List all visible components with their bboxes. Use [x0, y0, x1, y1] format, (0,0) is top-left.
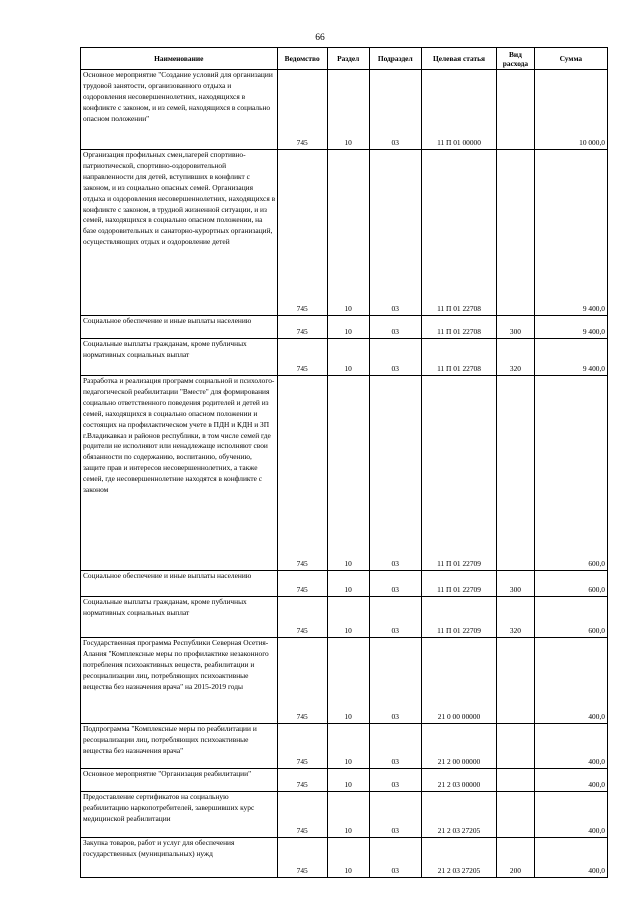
row-cel: 11 П 01 22708	[421, 339, 496, 376]
row-razdel: 10	[327, 769, 369, 792]
row-vid	[497, 150, 535, 316]
row-summa: 9 400,0	[534, 150, 607, 316]
row-vid: 300	[497, 316, 535, 339]
row-podrazdel: 03	[369, 376, 421, 571]
row-name: Предоставление сертификатов на социальную реабилитацию наркопотребителей, завершивших курс медицинской реабилитации	[81, 792, 278, 838]
row-summa: 400,0	[534, 769, 607, 792]
row-razdel: 10	[327, 376, 369, 571]
row-podrazdel: 03	[369, 769, 421, 792]
row-vid: 300	[497, 571, 535, 597]
row-cel: 11 П 01 22708	[421, 150, 496, 316]
row-razdel: 10	[327, 638, 369, 724]
row-summa: 400,0	[534, 638, 607, 724]
row-name: Разработка и реализация программ социальной и психолого-педагогической реабилитации "Вместе" для формирования социально ответственного поведения родителей и детей из семей, находящихся в социально опасном положении и состоящих на профилактическом учете в ПДН и КДН и ЗП г.Владикавказ и районов республики, в том числе семей где родители не исполняют или ненадлежаще исполняют свои обязанности по содержанию, воспитанию, обучению, защите прав и интересов несовершеннолетних, а также семей, где несовершеннолетние находятся в конфликте с законом	[81, 376, 278, 571]
header-cel: Целевая статья	[421, 48, 496, 70]
row-cel: 21 0 00 00000	[421, 638, 496, 724]
row-cel: 21 2 00 00000	[421, 724, 496, 769]
row-podrazdel: 03	[369, 316, 421, 339]
row-name: Организация профильных смен,лагерей спортивно-патриотической, спортивно-оздоровительной направленности для детей, вступивших в конфликт с законом, и из социально опасных семей. Организация отдыха и оздоровления несовершеннолетних, находящихся в конфликте с законом, в трудной жизненной ситуации, и из семей, находящихся в социально опасном положении, на базе оздоровительных и санаторно-курортных организаций, осуществляющих отдых и оздоровление детей	[81, 150, 278, 316]
row-cel: 11 П 01 00000	[421, 70, 496, 150]
row-name: Подпрограмма "Комплексные меры по реабилитации и ресоциализации лиц, потребляющих психоактивные вещества без назначения врача"	[81, 724, 278, 769]
row-vid: 320	[497, 339, 535, 376]
row-razdel: 10	[327, 792, 369, 838]
row-summa: 9 400,0	[534, 339, 607, 376]
row-podrazdel: 03	[369, 838, 421, 878]
row-cel: 11 П 01 22709	[421, 376, 496, 571]
table-row	[81, 838, 608, 878]
row-razdel: 10	[327, 339, 369, 376]
row-summa: 600,0	[534, 376, 607, 571]
header-summa: Сумма	[534, 48, 607, 70]
row-razdel: 10	[327, 571, 369, 597]
row-summa: 600,0	[534, 571, 607, 597]
row-vid	[497, 70, 535, 150]
row-ved: 745	[277, 150, 327, 316]
table-row	[81, 638, 608, 724]
row-vid: 200	[497, 838, 535, 878]
row-razdel: 10	[327, 316, 369, 339]
row-ved: 745	[277, 838, 327, 878]
header-razdel: Раздел	[327, 48, 369, 70]
row-vid	[497, 769, 535, 792]
row-podrazdel: 03	[369, 792, 421, 838]
row-summa: 400,0	[534, 724, 607, 769]
row-name: Социальные выплаты гражданам, кроме публичных нормативных социальных выплат	[81, 597, 278, 638]
row-name: Закупка товаров, работ и услуг для обеспечения государственных (муниципальных) нужд	[81, 838, 278, 878]
row-ved: 745	[277, 638, 327, 724]
page-number: 66	[315, 33, 325, 43]
row-cel: 21 2 03 27205	[421, 838, 496, 878]
row-summa: 10 000,0	[534, 70, 607, 150]
row-podrazdel: 03	[369, 638, 421, 724]
row-podrazdel: 03	[369, 70, 421, 150]
row-vid	[497, 638, 535, 724]
row-vid: 320	[497, 597, 535, 638]
row-ved: 745	[277, 769, 327, 792]
row-cel: 21 2 03 27205	[421, 792, 496, 838]
row-vid	[497, 376, 535, 571]
row-razdel: 10	[327, 150, 369, 316]
table-row	[81, 316, 608, 339]
table-row	[81, 571, 608, 597]
row-podrazdel: 03	[369, 724, 421, 769]
row-name: Государственная программа Республики Северная Осетия-Алания "Комплексные меры по профилактике незаконного потребления психоактивных веществ, реабилитации и ресоциализации лиц, потребляющих психоактивные вещества без назначения врача" на 2015-2019 годы	[81, 638, 278, 724]
budget-table	[80, 47, 608, 878]
table-row	[81, 769, 608, 792]
row-razdel: 10	[327, 838, 369, 878]
row-podrazdel: 03	[369, 339, 421, 376]
row-ved: 745	[277, 724, 327, 769]
row-name: Основное мероприятие "Создание условий для организации трудовой занятости, организованного отдыха и оздоровления несовершеннолетних, находящихся в конфликте с законом, и из семей, находящихся в социально опасном положении"	[81, 70, 278, 150]
row-ved: 745	[277, 571, 327, 597]
row-ved: 745	[277, 339, 327, 376]
row-cel: 21 2 03 00000	[421, 769, 496, 792]
row-summa: 400,0	[534, 838, 607, 878]
table-row	[81, 376, 608, 571]
row-ved: 745	[277, 376, 327, 571]
row-podrazdel: 03	[369, 150, 421, 316]
row-name: Социальное обеспечение и иные выплаты населению	[81, 571, 278, 597]
row-razdel: 10	[327, 724, 369, 769]
row-podrazdel: 03	[369, 597, 421, 638]
row-summa: 9 400,0	[534, 316, 607, 339]
row-podrazdel: 03	[369, 571, 421, 597]
table-row	[81, 792, 608, 838]
row-cel: 11 П 01 22709	[421, 571, 496, 597]
table-row	[81, 339, 608, 376]
row-razdel: 10	[327, 597, 369, 638]
row-ved: 745	[277, 597, 327, 638]
row-vid	[497, 724, 535, 769]
row-summa: 400,0	[534, 792, 607, 838]
row-cel: 11 П 01 22709	[421, 597, 496, 638]
header-podrazdel: Подраздел	[369, 48, 421, 70]
table-header-row	[81, 48, 608, 70]
table-row	[81, 70, 608, 150]
row-ved: 745	[277, 792, 327, 838]
table-row	[81, 150, 608, 316]
header-vid: Вид расхода	[497, 48, 535, 70]
row-name: Основное мероприятие "Организация реабилитации"	[81, 769, 278, 792]
row-name: Социальное обеспечение и иные выплаты населению	[81, 316, 278, 339]
row-cel: 11 П 01 22708	[421, 316, 496, 339]
table-row	[81, 724, 608, 769]
table-row	[81, 597, 608, 638]
row-summa: 600,0	[534, 597, 607, 638]
row-ved: 745	[277, 316, 327, 339]
row-vid	[497, 792, 535, 838]
row-ved: 745	[277, 70, 327, 150]
header-name: Наименование	[81, 48, 278, 70]
row-razdel: 10	[327, 70, 369, 150]
row-name: Социальные выплаты гражданам, кроме публичных нормативных социальных выплат	[81, 339, 278, 376]
header-ved: Ведомство	[277, 48, 327, 70]
